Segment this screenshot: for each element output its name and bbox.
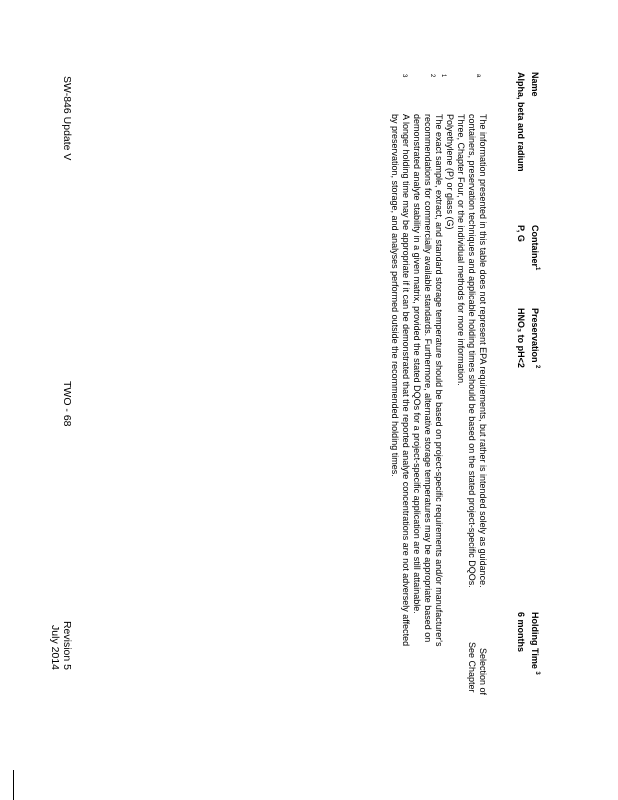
header-name: Name [530, 72, 540, 97]
note-a-line3: Three, Chapter Four, or the individual methods for more information. [456, 114, 466, 386]
row-container: P, G [516, 225, 526, 242]
note-1-mark: 1 [440, 74, 446, 78]
footer-center: TWO - 68 [61, 381, 73, 427]
note-a-line1: The information presented in this table does not represent EPA requirements, but rather is intended solely as guidance. [478, 114, 488, 588]
row-name: Alpha, beta and radium [516, 72, 526, 172]
note-a-mark: a [475, 74, 481, 78]
note-1-text: Polyethylene (P) or glass (G) [445, 114, 455, 230]
footer-right [49, 618, 73, 670]
header-container: Container$^1$ [530, 225, 540, 271]
note-a-line2: containers, preservation techniques and applicable holding times should be based on the stated project-specific DQOs. [467, 114, 477, 588]
note-2-line2: recommendations for commercially available standards. Furthermore, alternative storage temperatures may be appropriate based on [423, 114, 433, 643]
note-2-mark: 2 [429, 74, 435, 78]
header-preservation: Preservation $^2$ [530, 308, 540, 369]
footer-revision: Revision 5 [61, 620, 73, 670]
note-3-mark: 3 [401, 74, 407, 78]
note-a-line2-right: See Chapter [467, 642, 477, 693]
note-a-line1-right: Selection of [478, 648, 488, 696]
row-preservation: HNO₃ to pH<2 [516, 308, 526, 368]
edge-rule [13, 770, 14, 800]
footer-left: SW-846 Update V [61, 76, 73, 161]
header-holding-time: Holding Time $^3$ [530, 612, 540, 675]
footer-date: July 2014 [49, 625, 61, 670]
note-2-line1: The exact sample, extract, and standard storage temperature should be based on project-specific requirements and/or manufacturer's [434, 114, 444, 647]
note-3-line1: A longer holding time may be appropriate if it can be demonstrated that the reported analyte concentrations are not adversely affected [401, 114, 411, 647]
row-holding-time: 6 months [516, 612, 526, 653]
note-2-line3: demonstrated analyte stability in a given matrix, provided the stated DQOs for a project-specific application are still attainable. [412, 114, 422, 614]
note-3-line2: by preservation, storage, and analyses performed outside the recommended holding times. [390, 114, 400, 477]
